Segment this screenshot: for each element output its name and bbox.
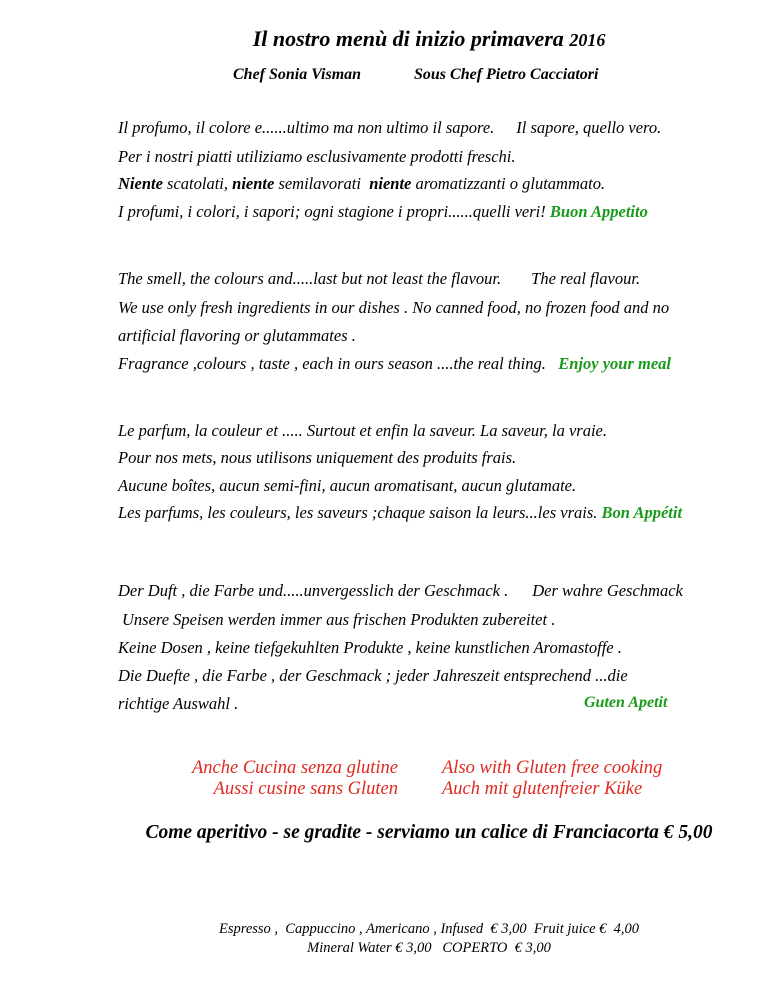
de-line-2: Unsere Speisen werden immer aus frischen Produkten zubereitet . [122,610,556,629]
it-line-3 [118,174,605,194]
it-line-4 [118,202,648,222]
chef-name: Chef Sonia Visman [233,66,362,83]
it-line-2: Per i nostri piatti utiliziamo esclusivamente prodotti freschi. [118,147,516,166]
gluten-free-fr: Aussi cusine sans Gluten [213,779,398,799]
gluten-free-left [192,758,398,800]
de-line-5: richtige Auswahl . [118,694,239,713]
de-line-4: Die Duefte , die Farbe , der Geschmack ; jeder Jahreszeit entsprechend ...die [118,666,628,685]
de-line-1b: Der wahre Geschmack [532,581,683,600]
title-year: 2016 [569,30,606,50]
menu-title [0,26,768,52]
it-line-1a: Il profumo, il colore e......ultimo ma non ultimo il sapore. [118,118,495,137]
it-line-3-text-2: semilavorati [274,174,370,193]
aperitivo-offer: Come aperitivo - se gradite - serviamo un calice di Franciacorta € 5,00 [145,822,713,843]
it-line-3-text-1: scatolati, [162,174,233,193]
fr-line-4-text: Les parfums, les couleurs, les saveurs ;chaque saison la leurs...les vrais. [118,503,602,522]
en-line-1b: The real flavour. [531,269,641,288]
en-line-2: We use only fresh ingredients in our dishes . No canned food, no frozen food and no [118,298,670,317]
gluten-free-de: Auch mit glutenfreier Küke [442,779,643,799]
de-greeting: Guten Apetit [584,694,668,711]
en-line-4 [118,354,671,374]
de-line-3: Keine Dosen , keine tiefgekuhlten Produkte , keine kunstlichen Aromastoffe . [118,638,622,657]
it-niente-2: niente [232,174,275,193]
fr-line-3: Aucune boîtes, aucun semi-fini, aucun aromatisant, aucun glutamate. [118,476,577,495]
title-text: Il nostro menù di inizio primavera [252,26,564,51]
it-line-3-text-3: aromatizzanti o glutammato. [411,174,606,193]
fr-line-1: Le parfum, la couleur et ..... Surtout et enfin la saveur. La saveur, la vraie. [118,421,607,440]
drinks-line-1: Espresso , Cappuccino , Americano , Infused € 3,00 Fruit juice € 4,00 [218,921,640,937]
de-line-1 [118,581,683,601]
drinks-line-2: Mineral Water € 3,00 COPERTO € 3,00 [307,940,551,956]
it-line-1b: Il sapore, quello vero. [516,118,662,137]
drinks-prices [0,920,768,958]
en-line-1 [118,269,640,289]
it-niente-3: niente [369,174,412,193]
it-line-1 [118,118,661,138]
fr-line-2: Pour nos mets, nous utilisons uniquement des produits frais. [118,448,517,467]
fr-line-4 [118,503,682,523]
sous-chef-name: Sous Chef Pietro Cacciatori [414,66,599,83]
gluten-free-it: Anche Cucina senza glutine [191,758,398,778]
gluten-free-right [442,758,662,800]
de-line-1a: Der Duft , die Farbe und.....unvergesslich der Geschmack . [118,581,509,600]
gluten-free-en: Also with Gluten free cooking [442,758,663,778]
it-niente-1: Niente [118,174,163,193]
en-line-4-text: Fragrance ,colours , taste , each in ours season ....the real thing. [118,354,559,373]
fr-greeting: Bon Appétit [601,503,683,522]
it-line-4-text: I profumi, i colori, i sapori; ogni stagione i propri......quelli veri! [118,202,550,221]
en-line-3: artificial flavoring or glutammates . [118,326,356,345]
en-greeting: Enjoy your meal [558,354,672,373]
en-line-1a: The smell, the colours and.....last but not least the flavour. [118,269,502,288]
it-greeting: Buon Appetito [549,202,648,221]
